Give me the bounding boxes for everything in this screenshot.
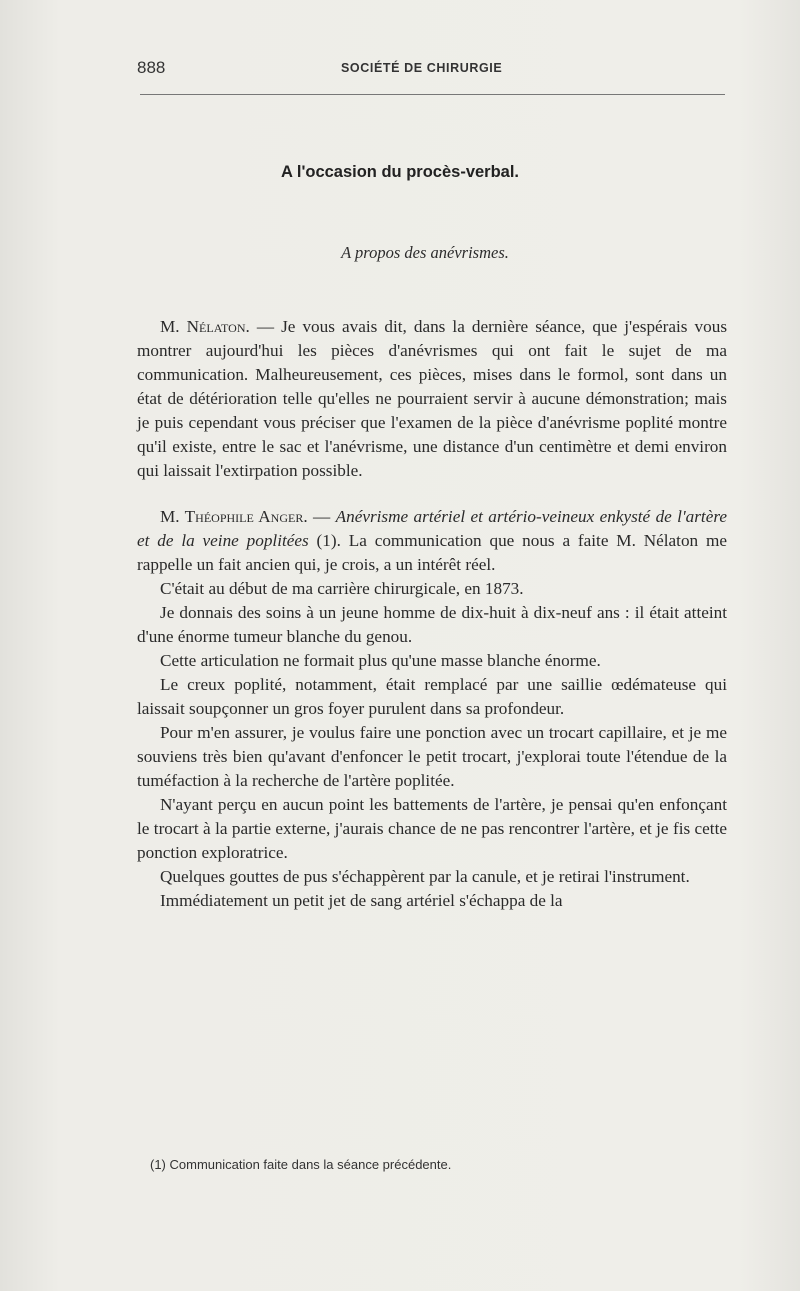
paragraph: Je donnais des soins à un jeune homme de dix-huit à dix-neuf ans : il était atteint d'une énorme tumeur blanche du genou. <box>137 603 727 646</box>
speaker-name: M. Nélaton. <box>160 317 250 336</box>
dash: — <box>307 507 336 526</box>
paragraph: Cette articulation ne formait plus qu'une masse blanche énorme. <box>160 651 601 670</box>
communication-title: Anévrisme artériel et artério-veineux enkysté de l'artère et de la veine poplitées <box>137 507 728 550</box>
paragraph: Le creux poplité, notamment, était remplacé par une saillie œdémateuse qui laissait soupçonner un gros foyer purulent dans sa profondeur. <box>137 675 727 718</box>
paragraph-nelaton <box>137 315 727 483</box>
speaker-name: M. Théophile Anger. <box>160 507 308 526</box>
paragraph: N'ayant perçu en aucun point les battements de l'artère, je pensai qu'en enfonçant le trocart à la partie externe, j'aurais chance de ne pas rencontrer l'artère, et je fis cette ponction exploratrice. <box>137 795 727 862</box>
paragraph-text: . La communication que nous a faite M. Nélaton me rappelle un fait ancien qui, je crois, a un intérêt réel. <box>137 531 727 574</box>
paragraph-anger <box>137 505 727 577</box>
footnote: (1) Communication faite dans la séance précédente. <box>150 1157 452 1172</box>
paragraph: Immédiatement un petit jet de sang artériel s'échappa de la <box>160 891 563 910</box>
paragraph: C'était au début de ma carrière chirurgicale, en 1873. <box>160 579 524 598</box>
footnote-reference: (1) <box>308 531 337 550</box>
paragraph: Quelques gouttes de pus s'échappèrent par la canule, et je retirai l'instrument. <box>160 867 690 886</box>
header-rule <box>140 94 725 95</box>
running-head: SOCIÉTÉ DE CHIRURGIE <box>341 61 503 75</box>
page-number: 888 <box>137 58 166 77</box>
paragraph: Pour m'en assurer, je voulus faire une ponction avec un trocart capillaire, et je me souviens très bien qu'avant d'enfoncer le petit trocart, j'explorai toute l'étendue de la tuméfaction à la recherche de l'artère poplitée. <box>137 723 727 790</box>
page-header <box>137 58 727 82</box>
paragraph-text: — Je vous avais dit, dans la dernière séance, que j'espérais vous montrer aujourd'hui les pièces d'anévrismes qui ont fait le sujet de ma communication. Malheureusement, ces pièces, mises dans le formol, sont dans un état de détérioration telle qu'elles ne pourraient servir à aucune démonstration; mais je puis cependant vous préciser que l'examen de la pièce d'anévrisme poplité montre qu'il existe, entre le sac et l'anévrisme, une distance d'un centimètre et demi environ qui laissait l'extirpation possible. <box>137 317 728 480</box>
body-text <box>137 315 727 913</box>
section-title: A l'occasion du procès-verbal. <box>280 163 520 181</box>
subtitle: A propos des anévrismes. <box>341 243 509 262</box>
